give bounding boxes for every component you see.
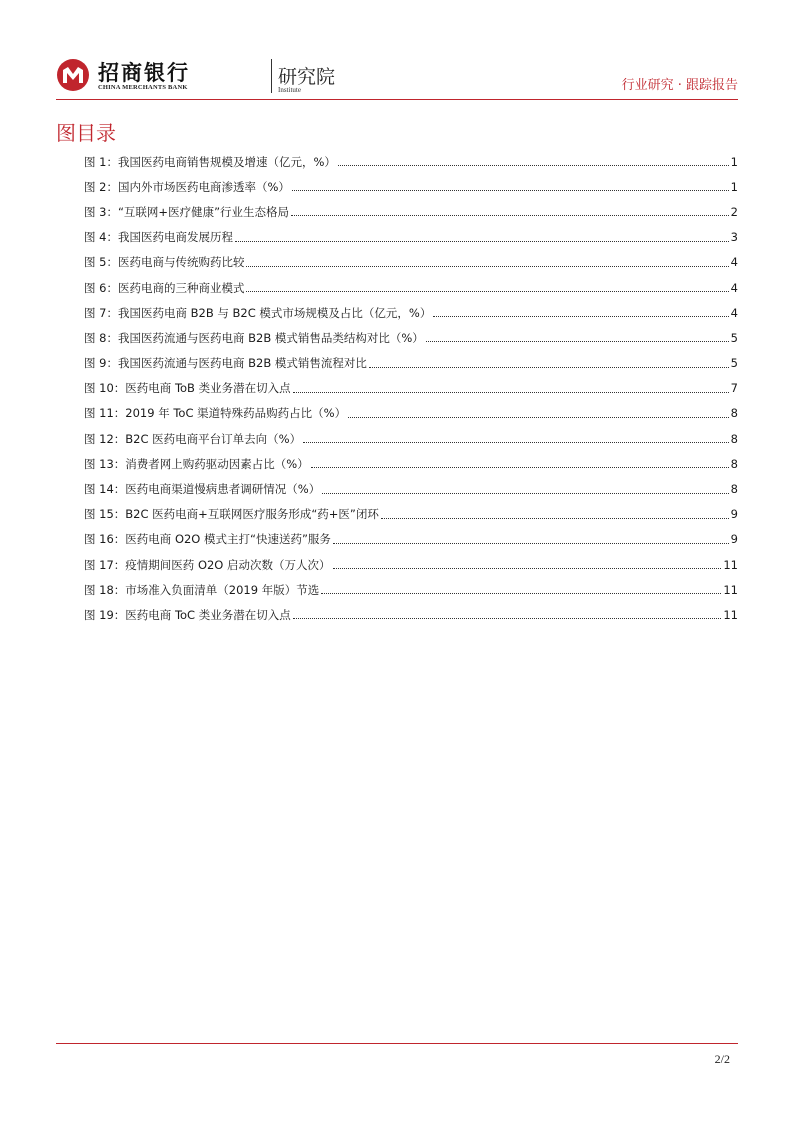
- toc-entry-page: 4: [730, 255, 738, 270]
- toc-entry-page: 11: [723, 582, 738, 597]
- toc-entry-label: 图 14：医药电商渠道慢病患者调研情况（%）: [84, 482, 321, 497]
- toc-entry-page: 9: [730, 532, 738, 547]
- toc-leader: [311, 467, 729, 468]
- toc-entry-label: 图 12：B2C 医药电商平台订单去向（%）: [84, 431, 302, 446]
- toc-entry-page: 8: [730, 431, 738, 446]
- toc-leader: [322, 493, 728, 494]
- page-header: [56, 56, 738, 98]
- toc-entry[interactable]: [84, 552, 738, 577]
- toc-entry-label: 图 17：疫情期间医药 O2O 启动次数（万人次）: [84, 557, 331, 572]
- toc-leader: [321, 593, 721, 594]
- toc-entry[interactable]: [84, 577, 738, 602]
- toc-entry-page: 8: [730, 482, 738, 497]
- toc-entry-page: 3: [730, 230, 738, 245]
- toc-entry-page: 8: [730, 406, 738, 421]
- toc-entry-label: 图 13：消费者网上购药驱动因素占比（%）: [84, 456, 309, 471]
- toc-entry[interactable]: [84, 401, 738, 426]
- toc-leader: [303, 442, 729, 443]
- toc-entry[interactable]: [84, 149, 738, 174]
- toc-entry[interactable]: [84, 527, 738, 552]
- footer-divider: [56, 1043, 738, 1044]
- toc-leader: [292, 190, 729, 191]
- brand-name-en: CHINA MERCHANTS BANK: [98, 84, 188, 91]
- toc-entry-label: 图 5：医药电商与传统购药比较: [84, 255, 245, 270]
- toc-entry[interactable]: [84, 602, 738, 627]
- toc-entry[interactable]: [84, 199, 738, 224]
- toc-entry-label: 图 19：医药电商 ToC 类业务潜在切入点: [84, 607, 291, 622]
- toc-leader: [333, 543, 729, 544]
- figure-list: [84, 149, 738, 628]
- toc-leader: [333, 568, 722, 569]
- toc-entry-label: 图 3：“互联网+医疗健康”行业生态格局: [84, 204, 290, 219]
- toc-entry-label: 图 16：医药电商 O2O 模式主打“快速送药”服务: [84, 532, 331, 547]
- toc-leader: [293, 618, 722, 619]
- toc-entry[interactable]: [84, 426, 738, 451]
- toc-title: 图目录: [56, 121, 116, 145]
- toc-entry[interactable]: [84, 174, 738, 199]
- toc-entry[interactable]: [84, 275, 738, 300]
- cmb-logo-icon: [56, 58, 90, 92]
- toc-entry-page: 8: [730, 456, 738, 471]
- toc-leader: [235, 241, 729, 242]
- toc-entry-page: 11: [723, 607, 738, 622]
- toc-leader: [381, 518, 729, 519]
- toc-entry[interactable]: [84, 325, 738, 350]
- toc-entry[interactable]: [84, 476, 738, 501]
- toc-entry-label: 图 4：我国医药电商发展历程: [84, 230, 233, 245]
- toc-entry-page: 1: [730, 154, 738, 169]
- toc-entry-page: 7: [730, 381, 738, 396]
- toc-leader: [369, 367, 729, 368]
- brand-divider: [271, 59, 272, 93]
- toc-leader: [426, 341, 729, 342]
- toc-entry-label: 图 7：我国医药电商 B2B 与 B2C 模式市场规模及占比（亿元，%）: [84, 305, 432, 320]
- toc-entry[interactable]: [84, 225, 738, 250]
- header-divider: [56, 99, 738, 100]
- toc-entry-page: 5: [730, 330, 738, 345]
- toc-entry[interactable]: [84, 376, 738, 401]
- toc-entry-page: 4: [730, 280, 738, 295]
- institute-name-cn: 研究院: [278, 66, 336, 88]
- toc-entry-page: 4: [730, 305, 738, 320]
- toc-entry-page: 5: [730, 356, 738, 371]
- toc-entry-page: 1: [730, 179, 738, 194]
- toc-entry-page: 9: [730, 507, 738, 522]
- toc-entry-label: 图 2：国内外市场医药电商渗透率（%）: [84, 179, 290, 194]
- report-type: 行业研究 · 跟踪报告: [621, 78, 738, 93]
- toc-leader: [433, 316, 728, 317]
- page-number: 2/2: [714, 1052, 730, 1066]
- toc-entry[interactable]: [84, 250, 738, 275]
- toc-entry[interactable]: [84, 451, 738, 476]
- toc-entry[interactable]: [84, 351, 738, 376]
- brand-name-cn: 招商银行: [98, 60, 190, 85]
- toc-entry-label: 图 1：我国医药电商销售规模及增速（亿元，%）: [84, 154, 336, 169]
- toc-entry-label: 图 10：医药电商 ToB 类业务潜在切入点: [84, 381, 291, 396]
- toc-leader: [348, 417, 729, 418]
- toc-entry-label: 图 15：B2C 医药电商+互联网医疗服务形成“药+医”闭环: [84, 507, 379, 522]
- toc-entry[interactable]: [84, 502, 738, 527]
- toc-entry-label: 图 8：我国医药流通与医药电商 B2B 模式销售品类结构对比（%）: [84, 330, 424, 345]
- toc-entry-label: 图 6：医药电商的三种商业模式: [84, 280, 245, 295]
- toc-entry-label: 图 18：市场准入负面清单（2019 年版）节选: [84, 582, 320, 597]
- institute-name-en: Institute: [278, 86, 301, 94]
- toc-leader: [291, 215, 729, 216]
- toc-leader: [338, 165, 729, 166]
- toc-entry[interactable]: [84, 300, 738, 325]
- toc-leader: [246, 266, 728, 267]
- toc-entry-page: 11: [723, 557, 738, 572]
- toc-leader: [293, 392, 729, 393]
- toc-entry-page: 2: [730, 204, 738, 219]
- toc-leader: [246, 291, 728, 292]
- toc-entry-label: 图 11：2019 年 ToC 渠道特殊药品购药占比（%）: [84, 406, 347, 421]
- toc-entry-label: 图 9：我国医药流通与医药电商 B2B 模式销售流程对比: [84, 356, 367, 371]
